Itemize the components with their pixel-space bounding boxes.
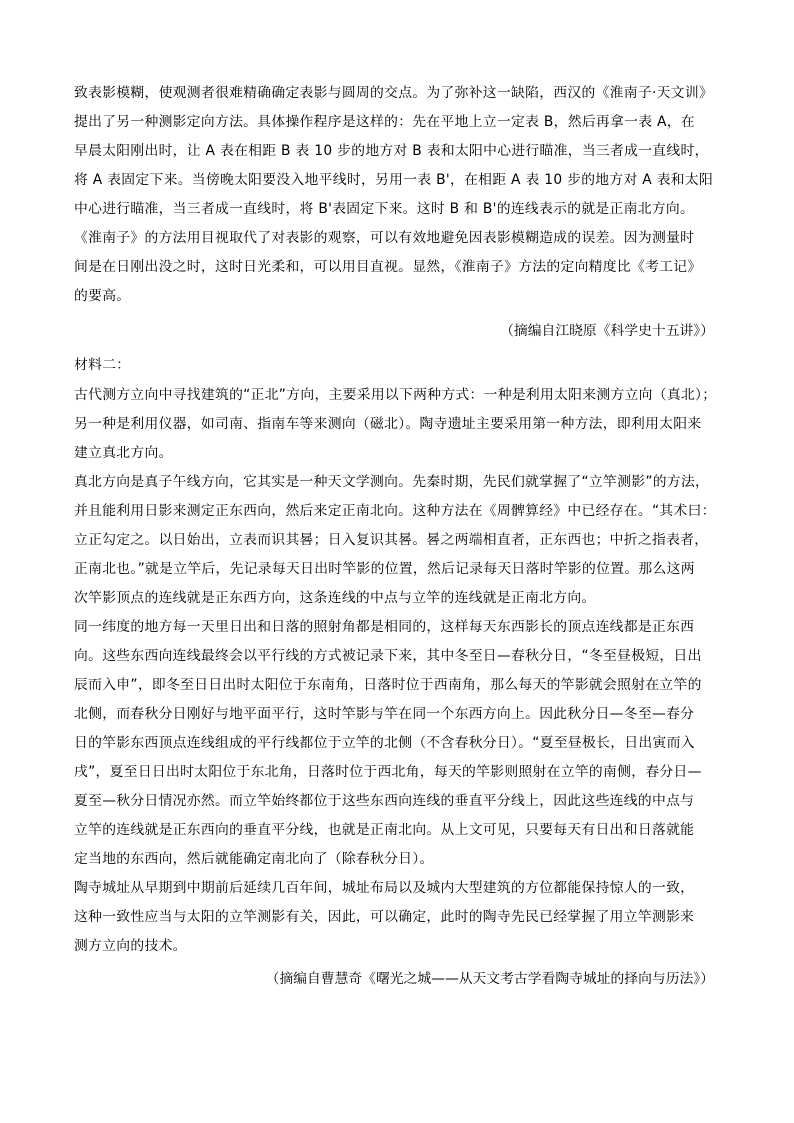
passage2-line: 同一纬度的地方每一天里日出和日落的照射角都是相同的，这样每天东西影长的顶点连线都是正东西 [74,619,695,635]
passage2-line: 定当地的东西向，然后就能确定南北向了（除春秋分日）。 [74,851,434,867]
passage2-line: 并且能利用日影来测定正东西向，然后来定正南北向。这种方法在《周髀算经》中已经存在。“其术曰： [74,503,716,519]
passage2-line: 立竿的连线就是正东西向的垂直平分线，也就是正南北向。从上文可见，只要每天有日出和日落就能 [74,822,695,838]
passage2-line: 立正勾定之。以日始出，立表而识其晷；日入复识其晷。晷之两端相直者，正东西也；中折之指表者， [74,532,709,548]
passage2-source: （摘编自曹慧奇《曙光之城——从天文考古学看陶寺城址的择向与历法》） [265,971,714,987]
passage2-line: 陶寺城址从早期到中期前后延续几百年间，城址布局以及城内大型建筑的方位都能保持惊人的一致， [74,880,695,896]
passage1-line: 中心进行瞄准，当三者成一直线时，将 B'表固定下来。这时 B 和 B'的连线表示的就是正南北方向。 [74,201,695,217]
passage2-line: 日的竿影东西顶点连线组成的平行线都位于立竿的北侧（不含春秋分日）。“夏至昼极长，日出寅而入 [74,735,695,751]
passage2-line: 北侧，而春秋分日刚好与地平面平行，这时竿影与竿在同一个东西方向上。因此秋分日—冬至—春分 [74,706,695,722]
passage2-line: 这种一致性应当与太阳的立竿测影有关，因此，可以确定，此时的陶寺先民已经掌握了用立竿测影来 [74,909,695,925]
passage1-line: 致表影模糊，使观测者很难精确确定表影与圆周的交点。为了弥补这一缺陷，西汉的《淮南子·天文训》 [74,85,714,101]
passage1-line: 将 A 表固定下来。当傍晚太阳要没入地平线时，另用一表 B'，在相距 A 表 10 步的地方对 A 表和太阳 [74,172,714,188]
passage1-source: （摘编自江晓原《科学史十五讲》） [500,323,714,339]
passage1-line: 《淮南子》的方法用目视取代了对表影的观察，可以有效地避免因表影模糊造成的误差。因为测量时 [74,230,695,246]
material2-heading: 材料二： [74,357,131,373]
passage1-line: 的要高。 [74,288,131,304]
passage2-line: 另一种是利用仪器，如司南、指南车等来测向（磁北）。陶寺遗址主要采用第一种方法，即利用太阳来 [74,416,702,432]
passage1-line: 早晨太阳刚出时，让 A 表在相距 B 表 10 步的地方对 B 表和太阳中心进行瞄准，当三者成一直线时， [74,143,709,159]
passage2-line: 真北方向是真子午线方向，它其实是一种天文学测向。先秦时期，先民们就掌握了“立竿测影”的方法， [74,474,710,490]
passage1-line: 间是在日刚出没之时，这时日光柔和，可以用目直视。显然，《淮南子》方法的定向精度比《考工记》 [74,259,702,275]
passage2-line: 戌”，夏至日日出时太阳位于东北角，日落时位于西北角，每天的竿影则照射在立竿的南侧，春分日— [74,764,702,780]
passage2-line: 正南北也。”就是立竿后，先记录每天日出时竿影的位置，然后记录每天日落时竿影的位置。那么这两 [74,561,695,577]
passage1-line: 提出了另一种测影定向方法。具体操作程序是这样的：先在平地上立一定表 B，然后再拿一表 A，在 [74,114,695,130]
passage2-line: 夏至—秋分日情况亦然。而立竿始终都位于这些东西向连线的垂直平分线上，因此这些连线的中点与 [74,793,695,809]
passage2-line: 向。这些东西向连线最终会以平行线的方式被记录下来，其中冬至日—春秋分日，“冬至昼极短，日出 [74,648,702,664]
passage2-line: 测方立向的技术。 [74,938,187,954]
passage2-line: 辰而入申”，即冬至日日出时太阳位于东南角，日落时位于西南角，那么每天的竿影就会照射在立竿的 [74,677,702,693]
passage2-line: 次竿影顶点的连线就是正东西方向，这条连线的中点与立竿的连线就是正南北方向。 [74,590,596,606]
passage2-line: 古代测方立向中寻找建筑的“正北”方向，主要采用以下两种方式：一种是利用太阳来测方立向（真北）； [74,387,717,403]
passage2-line: 建立真北方向。 [74,445,173,461]
